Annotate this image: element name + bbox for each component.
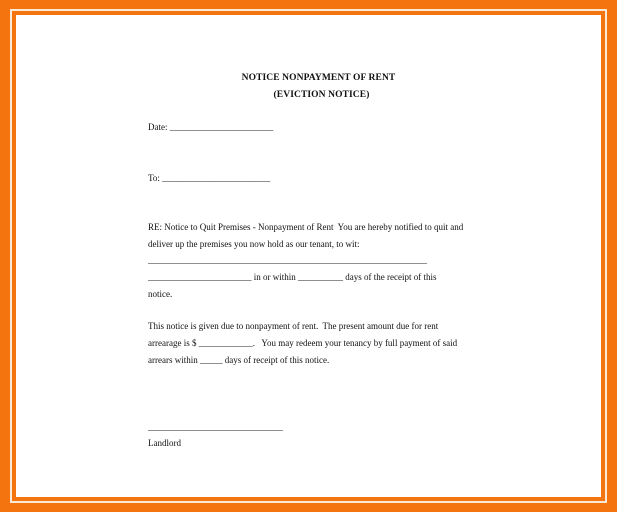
date-line: Date: _______________________ bbox=[148, 122, 274, 132]
re-line-4: _______________________ in or within __________ days of the receipt of this bbox=[148, 272, 437, 282]
re-line-3: ______________________________________________________________ bbox=[148, 255, 427, 265]
document-subtitle: (EVICTION NOTICE) bbox=[273, 90, 370, 100]
document-title: NOTICE NONPAYMENT OF RENT bbox=[241, 73, 396, 83]
document-page bbox=[16, 15, 601, 497]
body-line-3: arrears within _____ days of receipt of this notice. bbox=[148, 355, 330, 365]
signature-label: Landlord bbox=[148, 438, 181, 448]
to-line: To: ________________________ bbox=[148, 173, 271, 183]
re-line-1: RE: Notice to Quit Premises - Nonpayment of Rent You are hereby notified to quit and bbox=[148, 222, 464, 232]
signature-line: ______________________________ bbox=[148, 422, 283, 432]
body-line-1: This notice is given due to nonpayment of rent. The present amount due for rent bbox=[148, 321, 439, 331]
re-line-5: notice. bbox=[148, 289, 173, 299]
body-line-2: arrearage is $ ____________. You may redeem your tenancy by full payment of said bbox=[148, 338, 458, 348]
re-line-2: deliver up the premises you now hold as our tenant, to wit: bbox=[148, 239, 360, 249]
